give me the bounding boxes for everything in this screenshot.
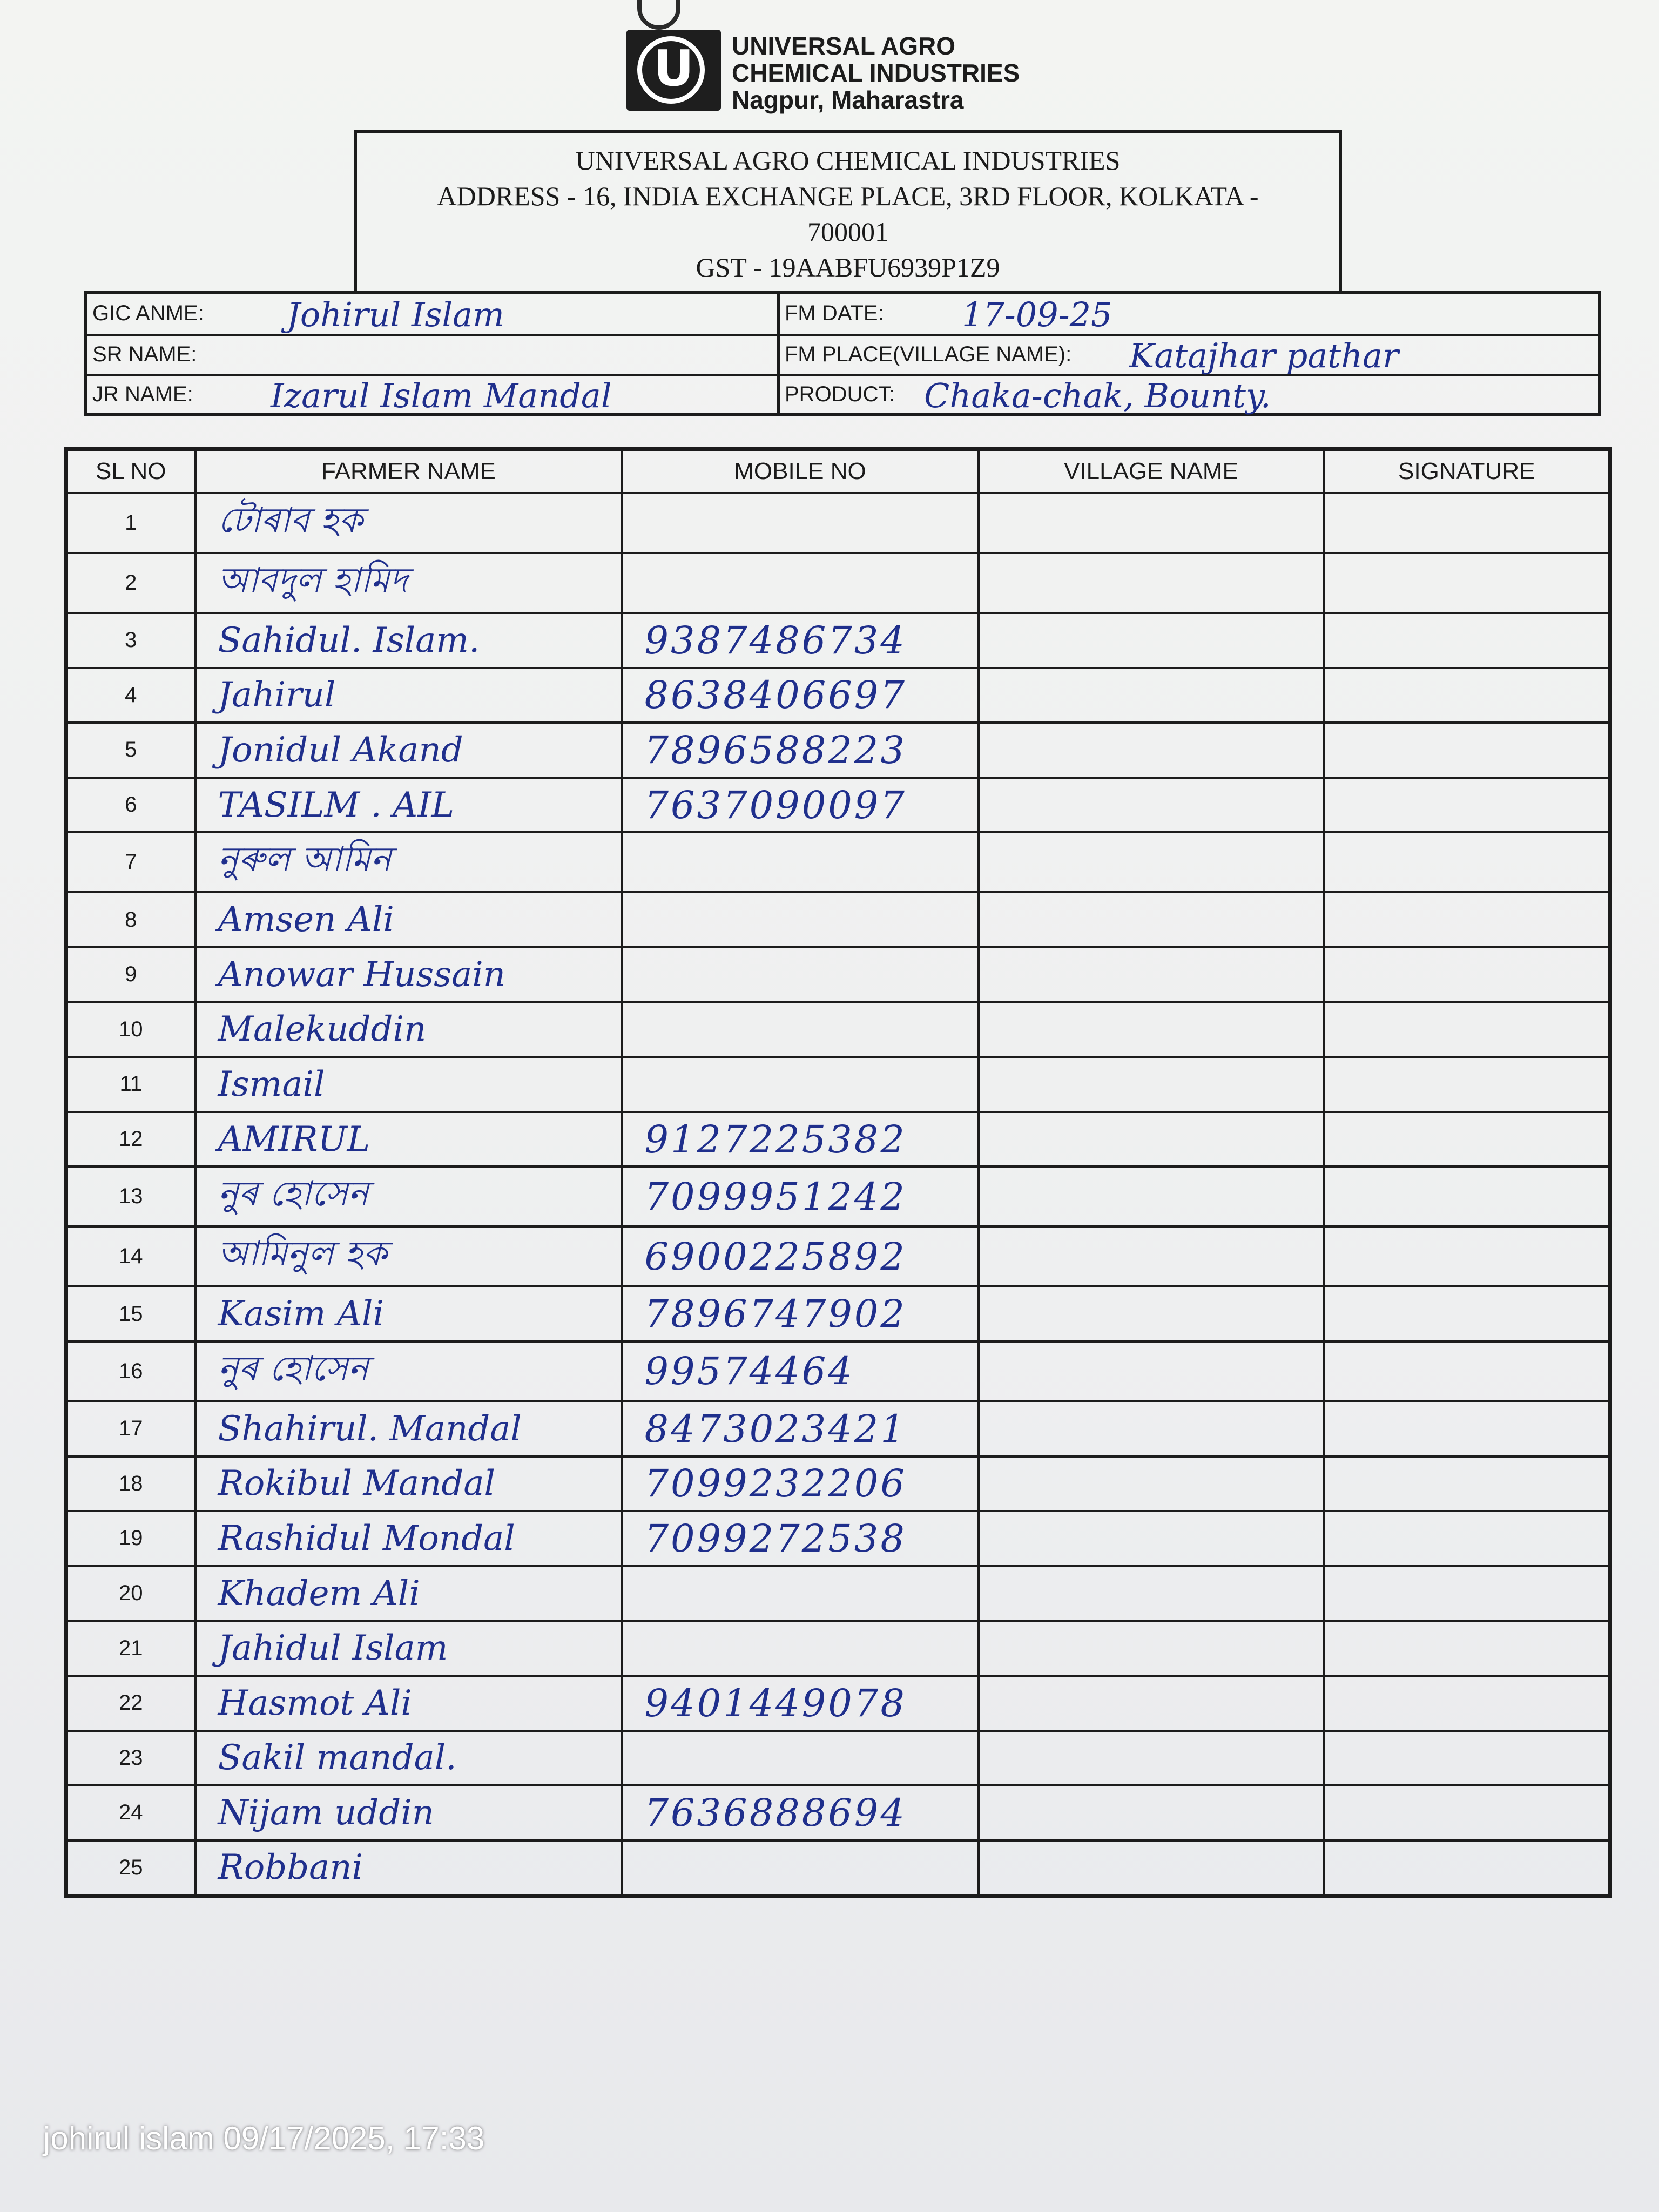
village-name-cell[interactable] (979, 723, 1324, 778)
farmer-name-cell[interactable]: নুৰ হোসেন (195, 1341, 622, 1401)
jr-value[interactable]: Izarul Islam Mandal (271, 376, 612, 415)
address-box (354, 130, 1342, 292)
signature-cell[interactable] (1324, 1002, 1610, 1057)
table-row (66, 1112, 1610, 1167)
info-table (84, 291, 1601, 416)
sl-no-cell: 18 (66, 1456, 195, 1512)
table-row (66, 1840, 1610, 1896)
farmer-name-cell[interactable]: AMIRUL (195, 1112, 622, 1167)
mobile-no-cell[interactable]: 7099232206 (622, 1456, 979, 1512)
table-row (66, 1226, 1610, 1286)
sl-no-cell: 15 (66, 1286, 195, 1341)
sl-no-cell: 2 (66, 553, 195, 613)
sprout-icon (637, 0, 680, 30)
signature-cell[interactable] (1324, 668, 1610, 723)
table-row (66, 1511, 1610, 1566)
village-name-cell[interactable] (979, 947, 1324, 1002)
sl-no-cell: 1 (66, 493, 195, 553)
gic-label: GIC ANME: (92, 301, 204, 325)
table-row (66, 1785, 1610, 1840)
address-line-2: 700001 (807, 217, 888, 247)
table-row (66, 1456, 1610, 1512)
signature-cell[interactable] (1324, 1226, 1610, 1286)
mobile-no-cell[interactable]: 7637090097 (622, 778, 979, 833)
address-line-1: ADDRESS - 16, INDIA EXCHANGE PLACE, 3RD FLOOR, KOLKATA - (437, 181, 1259, 211)
sl-no-cell: 6 (66, 778, 195, 833)
mobile-no-cell[interactable]: 7099272538 (622, 1511, 979, 1566)
table-row (66, 1566, 1610, 1621)
sl-no-cell: 8 (66, 892, 195, 947)
mobile-no-cell[interactable] (622, 947, 979, 1002)
village-name-cell[interactable] (979, 1456, 1324, 1512)
village-name-cell[interactable] (979, 1226, 1324, 1286)
sl-no-cell: 7 (66, 832, 195, 892)
table-row (66, 493, 1610, 553)
mobile-no-cell[interactable] (622, 892, 979, 947)
village-name-cell[interactable] (979, 668, 1324, 723)
mobile-no-cell[interactable] (622, 553, 979, 613)
sl-no-cell: 19 (66, 1511, 195, 1566)
farmer-name-cell[interactable]: আমিনুল হক (195, 1226, 622, 1286)
sl-no-cell: 24 (66, 1785, 195, 1840)
table-row (66, 553, 1610, 613)
signature-cell[interactable] (1324, 1840, 1610, 1896)
mobile-no-cell[interactable] (622, 1002, 979, 1057)
mobile-no-cell[interactable]: 8638406697 (622, 668, 979, 723)
table-row (66, 668, 1610, 723)
signature-cell[interactable] (1324, 1401, 1610, 1456)
header-signature: SIGNATURE (1324, 449, 1610, 494)
village-name-cell[interactable] (979, 1840, 1324, 1896)
company-name: UNIVERSAL AGRO CHEMICAL INDUSTRIES (575, 145, 1121, 176)
info-row-jr (87, 375, 1598, 415)
signature-cell[interactable] (1324, 493, 1610, 553)
gic-value[interactable]: Johirul Islam (287, 295, 504, 334)
village-name-cell[interactable] (979, 778, 1324, 833)
signature-cell[interactable] (1324, 723, 1610, 778)
signature-cell[interactable] (1324, 778, 1610, 833)
village-name-cell[interactable] (979, 1566, 1324, 1621)
table-row (66, 1731, 1610, 1786)
product-label: PRODUCT: (785, 382, 895, 406)
sl-no-cell: 14 (66, 1226, 195, 1286)
signature-cell[interactable] (1324, 1511, 1610, 1566)
signature-cell[interactable] (1324, 1456, 1610, 1512)
village-name-cell[interactable] (979, 1286, 1324, 1341)
village-name-cell[interactable] (979, 1731, 1324, 1786)
table-row (66, 778, 1610, 833)
village-name-cell[interactable] (979, 613, 1324, 668)
mobile-no-cell[interactable]: 7099951242 (622, 1166, 979, 1226)
table-row (66, 1166, 1610, 1226)
mobile-no-cell[interactable] (622, 493, 979, 553)
sr-label: SR NAME: (92, 342, 197, 366)
farmer-name-cell[interactable]: টোৰাব হক (195, 493, 622, 553)
sl-no-cell: 13 (66, 1166, 195, 1226)
brand-line-3: Nagpur, Maharastra (732, 86, 964, 114)
farmer-name-cell[interactable]: আবদুল হামিদ (195, 553, 622, 613)
signature-cell[interactable] (1324, 1785, 1610, 1840)
sl-no-cell: 25 (66, 1840, 195, 1896)
village-name-cell[interactable] (979, 1676, 1324, 1731)
fm-date-label: FM DATE: (785, 301, 884, 325)
sl-no-cell: 11 (66, 1057, 195, 1112)
table-row (66, 892, 1610, 947)
table-row (66, 613, 1610, 668)
village-name-cell[interactable] (979, 1511, 1324, 1566)
farmer-name-cell[interactable]: Nijam uddin (195, 1785, 622, 1840)
farmer-name-cell[interactable]: Ismail (195, 1057, 622, 1112)
mobile-no-cell[interactable]: 7636888694 (622, 1785, 979, 1840)
mobile-no-cell[interactable] (622, 1840, 979, 1896)
farmer-name-cell[interactable]: Robbani (195, 1840, 622, 1896)
product-value[interactable]: Chaka-chak, Bounty. (924, 376, 1271, 415)
signature-cell[interactable] (1324, 1166, 1610, 1226)
signature-cell[interactable] (1324, 947, 1610, 1002)
mobile-no-cell[interactable] (622, 1566, 979, 1621)
gst-number: GST - 19AABFU6939P1Z9 (696, 252, 1000, 282)
sl-no-cell: 16 (66, 1341, 195, 1401)
table-row (66, 1676, 1610, 1731)
table-row (66, 947, 1610, 1002)
mobile-no-cell[interactable] (622, 1731, 979, 1786)
info-row-sr (87, 335, 1598, 375)
village-name-cell[interactable] (979, 1621, 1324, 1676)
mobile-no-cell[interactable]: 7896588223 (622, 723, 979, 778)
village-name-cell[interactable] (979, 892, 1324, 947)
farmer-name-cell[interactable]: Shahirul. Mandal (195, 1401, 622, 1456)
farmer-name-cell[interactable]: Amsen Ali (195, 892, 622, 947)
village-name-cell[interactable] (979, 493, 1324, 553)
fm-place-value[interactable]: Katajhar pathar (1129, 336, 1399, 375)
farmer-name-cell[interactable]: Rokibul Mandal (195, 1456, 622, 1512)
village-name-cell[interactable] (979, 1166, 1324, 1226)
farmer-name-cell[interactable]: Jahidul Islam (195, 1621, 622, 1676)
header-village-name: VILLAGE NAME (979, 449, 1324, 494)
table-row (66, 1341, 1610, 1401)
table-row (66, 1621, 1610, 1676)
header-farmer-name: FARMER NAME (195, 449, 622, 494)
table-row (66, 1057, 1610, 1112)
mobile-no-cell[interactable] (622, 1057, 979, 1112)
farmer-name-cell[interactable]: Kasim Ali (195, 1286, 622, 1341)
village-name-cell[interactable] (979, 1401, 1324, 1456)
jr-label: JR NAME: (92, 382, 193, 406)
signature-cell[interactable] (1324, 832, 1610, 892)
farmer-name-cell[interactable]: Jahirul (195, 668, 622, 723)
sl-no-cell: 21 (66, 1621, 195, 1676)
sl-no-cell: 23 (66, 1731, 195, 1786)
signature-cell[interactable] (1324, 613, 1610, 668)
farmer-name-cell[interactable]: নুৰ হোসেন (195, 1166, 622, 1226)
table-header-row (66, 449, 1610, 494)
mobile-no-cell[interactable] (622, 832, 979, 892)
table-row (66, 723, 1610, 778)
table-row (66, 832, 1610, 892)
farmer-name-cell[interactable]: TASILM . AIL (195, 778, 622, 833)
mobile-no-cell[interactable]: 9387486734 (622, 613, 979, 668)
header-mobile-no: MOBILE NO (622, 449, 979, 494)
sl-no-cell: 5 (66, 723, 195, 778)
signature-cell[interactable] (1324, 892, 1610, 947)
village-name-cell[interactable] (979, 1785, 1324, 1840)
table-row (66, 1401, 1610, 1456)
sl-no-cell: 4 (66, 668, 195, 723)
village-name-cell[interactable] (979, 1341, 1324, 1401)
signature-cell[interactable] (1324, 1676, 1610, 1731)
farmer-name-cell[interactable]: Rashidul Mondal (195, 1511, 622, 1566)
village-name-cell[interactable] (979, 553, 1324, 613)
table-row (66, 1286, 1610, 1341)
farmer-name-cell[interactable]: Sakil mandal. (195, 1731, 622, 1786)
logo-glyph: U (653, 39, 694, 97)
mobile-no-cell[interactable]: 6900225892 (622, 1226, 979, 1286)
table-body (66, 493, 1610, 1896)
mobile-no-cell[interactable]: 9127225382 (622, 1112, 979, 1167)
sl-no-cell: 17 (66, 1401, 195, 1456)
signature-cell[interactable] (1324, 1621, 1610, 1676)
village-name-cell[interactable] (979, 1002, 1324, 1057)
village-name-cell[interactable] (979, 1057, 1324, 1112)
signature-cell[interactable] (1324, 1112, 1610, 1167)
photo-timestamp: johirul islam 09/17/2025, 17:33 (43, 2120, 485, 2156)
sl-no-cell: 20 (66, 1566, 195, 1621)
sl-no-cell: 9 (66, 947, 195, 1002)
table-row (66, 1002, 1610, 1057)
signature-cell[interactable] (1324, 1057, 1610, 1112)
brand-block (732, 32, 1020, 113)
farmer-name-cell[interactable]: নুৰুল আমিন (195, 832, 622, 892)
farmer-name-cell[interactable]: Anowar Hussain (195, 947, 622, 1002)
village-name-cell[interactable] (979, 832, 1324, 892)
mobile-no-cell[interactable] (622, 1621, 979, 1676)
sl-no-cell: 3 (66, 613, 195, 668)
farmer-name-cell[interactable]: Hasmot Ali (195, 1676, 622, 1731)
sl-no-cell: 10 (66, 1002, 195, 1057)
signature-cell[interactable] (1324, 553, 1610, 613)
mobile-no-cell[interactable]: 8473023421 (622, 1401, 979, 1456)
sl-no-cell: 22 (66, 1676, 195, 1731)
signature-cell[interactable] (1324, 1286, 1610, 1341)
info-row-gic (87, 294, 1598, 334)
fm-place-label: FM PLACE(VILLAGE NAME): (785, 342, 1072, 366)
signature-cell[interactable] (1324, 1341, 1610, 1401)
mobile-no-cell[interactable]: 7896747902 (622, 1286, 979, 1341)
farmer-table (64, 447, 1612, 1898)
fm-date-value[interactable]: 17-09-25 (962, 295, 1112, 334)
farmer-name-cell[interactable]: Sahidul. Islam. (195, 613, 622, 668)
farmer-name-cell[interactable]: Jonidul Akand (195, 723, 622, 778)
farmer-name-cell[interactable]: Malekuddin (195, 1002, 622, 1057)
signature-cell[interactable] (1324, 1731, 1610, 1786)
company-logo-icon (626, 30, 721, 111)
sl-no-cell: 12 (66, 1112, 195, 1167)
header-sl-no: SL NO (66, 449, 195, 494)
mobile-no-cell[interactable]: 9401449078 (622, 1676, 979, 1731)
signature-cell[interactable] (1324, 1566, 1610, 1621)
brand-line-1: UNIVERSAL AGRO (732, 32, 956, 60)
farmer-name-cell[interactable]: Khadem Ali (195, 1566, 622, 1621)
village-name-cell[interactable] (979, 1112, 1324, 1167)
brand-line-2: CHEMICAL INDUSTRIES (732, 59, 1020, 87)
mobile-no-cell[interactable]: 99574464 (622, 1341, 979, 1401)
